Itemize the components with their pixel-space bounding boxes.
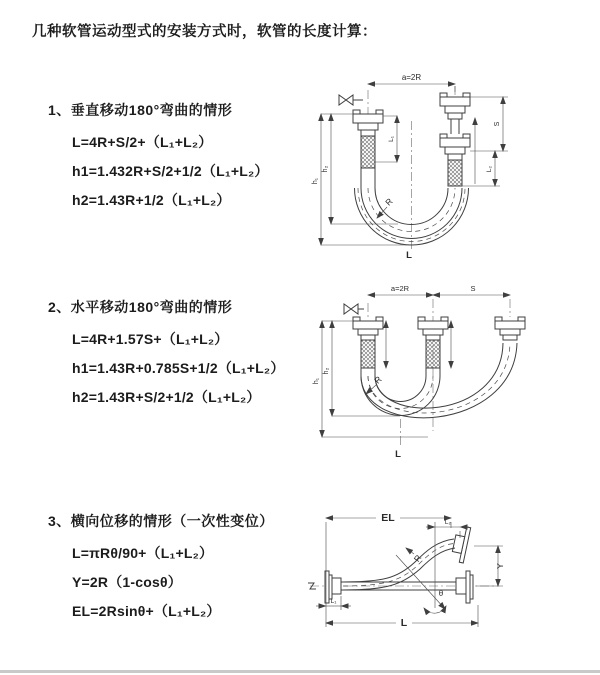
dimension-l1: [316, 596, 351, 610]
section-1-heading: 1、垂直移动180°弯曲的情形: [48, 102, 233, 118]
section-horizontal-bend: [48, 297, 285, 412]
dimension-l: [326, 605, 478, 629]
label-l2: L₂: [486, 165, 493, 173]
label-r: R: [372, 374, 384, 386]
diagram-2-drawing: [306, 281, 571, 461]
formula-line: L=4R+1.57S+（L₁+L₂）: [72, 331, 229, 347]
braided-hose-segment: [426, 340, 440, 368]
label-h2: h₂: [323, 367, 330, 375]
diagram-1-drawing: [303, 66, 563, 261]
label-a2r: a=2R: [401, 73, 422, 82]
label-l1: L₁: [388, 136, 395, 142]
label-h2: h₂: [322, 165, 329, 173]
formula-line: h2=1.43R+S/2+1/2（L₁+L₂）: [72, 389, 261, 405]
braided-hose-segment: [361, 340, 375, 368]
dimension-y: [474, 546, 505, 586]
diagram-lateral-displacement: [298, 498, 593, 653]
valve-icon: [344, 304, 364, 314]
dimension-a2r: [368, 73, 455, 92]
radius-callout: [366, 374, 384, 394]
right-flange-assembly: [456, 571, 473, 603]
label-r: R: [383, 196, 395, 208]
label-y: Y: [495, 563, 505, 569]
label-s: S: [470, 284, 476, 293]
label-theta: θ: [438, 589, 444, 598]
label-h1: h₁: [313, 377, 320, 385]
right-flange-assembly: [440, 93, 470, 186]
label-l-total: L: [395, 449, 401, 460]
formula-line: EL=2Rsinθ+（L₁+L₂）: [72, 603, 221, 619]
section-2-heading: 2、水平移动180°弯曲的情形: [48, 299, 233, 315]
label-a2r: a=2R: [390, 284, 410, 293]
formula-line: h2=1.43R+1/2（L₁+L₂）: [72, 192, 231, 208]
section-lateral-displacement: [48, 511, 274, 626]
label-r: R: [411, 552, 424, 564]
label-l1: L₁: [330, 598, 337, 605]
diagram-vertical-bend: [303, 66, 563, 261]
tilted-flange-assembly: [450, 525, 470, 563]
page-title: 几种软管运动型式的安装方式时，软管的长度计算：: [32, 24, 377, 40]
left-flange-assembly: [353, 317, 383, 368]
dimension-a2r-s: [368, 284, 510, 295]
formula-line: h1=1.43R+0.785S+1/2（L₁+L₂）: [72, 360, 285, 376]
right-flange-assembly: [495, 317, 525, 340]
braided-hose-segment: [448, 160, 462, 186]
section-vertical-bend: [48, 100, 269, 215]
dimension-el: [326, 511, 451, 627]
diagram-horizontal-bend: [306, 281, 571, 461]
label-s: S: [494, 121, 501, 127]
label-h1: h₁: [312, 177, 319, 185]
formula-line: L=4R+S/2+（L₁+L₂）: [72, 134, 213, 150]
label-l2: L₂: [444, 519, 452, 526]
formula-line: Y=2R（1-cosθ）: [72, 574, 182, 590]
label-l: L: [400, 617, 408, 629]
diagram-3-drawing: [298, 498, 593, 653]
formula-line: L=πRθ/90+（L₁+L₂）: [72, 545, 214, 561]
section-3-heading: 3、横向位移的情形（一次性变位）: [48, 513, 274, 529]
radius-callout: [377, 196, 395, 218]
valve-icon: [339, 95, 363, 105]
label-l-total: L: [406, 250, 412, 261]
dimension-l2: [426, 519, 469, 608]
left-flange-assembly: [353, 110, 383, 168]
braided-hose-segment: [361, 136, 375, 168]
formula-line: h1=1.432R+S/2+1/2（L₁+L₂）: [72, 163, 269, 179]
middle-flange-assembly: [418, 317, 448, 368]
label-el: EL: [381, 512, 395, 524]
page-bottom-edge: [0, 670, 600, 673]
